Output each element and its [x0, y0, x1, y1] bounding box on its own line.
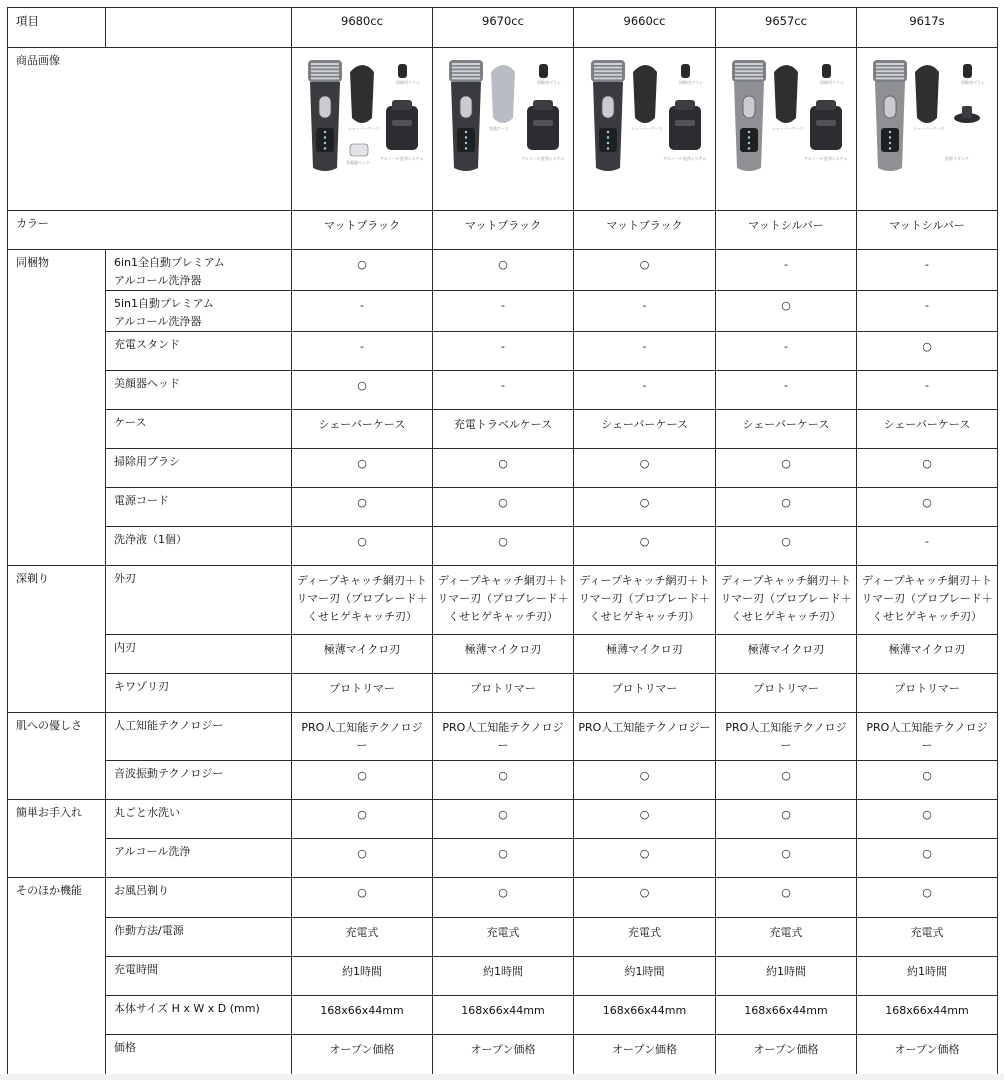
- model-name-header: 9680cc: [292, 8, 433, 48]
- product-image-label: 商品画像: [8, 48, 292, 211]
- spec-value: PRO人工知能テクノロジー: [574, 713, 716, 761]
- color-value: マットブラック: [574, 211, 716, 250]
- spec-value: ○: [292, 371, 433, 410]
- spec-value: オープン価格: [857, 1035, 998, 1075]
- header-empty-cell: [106, 8, 292, 48]
- spec-label: 価格: [106, 1035, 292, 1075]
- spec-value: ○: [716, 839, 857, 878]
- spec-value: オープン価格: [716, 1035, 857, 1075]
- spec-label: アルコール洗浄: [106, 839, 292, 878]
- spec-value: シェーバーケース: [857, 410, 998, 449]
- spec-value: ○: [857, 878, 998, 918]
- spec-row: [8, 371, 998, 410]
- spec-label: 6in1全自動プレミアム アルコール洗浄器: [106, 250, 292, 291]
- facial-head-shape: [350, 144, 368, 156]
- product-image-cell: [716, 48, 857, 211]
- spec-row: [8, 878, 998, 918]
- spec-value: -: [857, 291, 998, 332]
- spec-value: ○: [292, 839, 433, 878]
- spec-value: ○: [292, 527, 433, 566]
- spec-value: ○: [716, 527, 857, 566]
- case-shape: [915, 65, 939, 123]
- shaver-trimmer-switch: [743, 96, 755, 118]
- spec-value: 極薄マイクロ刃: [433, 635, 574, 674]
- spec-value: -: [292, 291, 433, 332]
- spec-label: ケース: [106, 410, 292, 449]
- spec-row: [8, 291, 998, 332]
- spec-label: 人工知能テクノロジー: [106, 713, 292, 761]
- dock-caption: アルコール洗浄システム: [804, 156, 848, 161]
- brush-shape: [539, 64, 548, 78]
- spec-label: 充電時間: [106, 957, 292, 996]
- header-item-label: 項目: [8, 8, 106, 48]
- spec-label: 内刃: [106, 635, 292, 674]
- spec-value: 極薄マイクロ刃: [716, 635, 857, 674]
- spec-value: ディープキャッチ網刃＋トリマー刃（プロブレード＋くせヒゲキャッチ刃）: [857, 566, 998, 635]
- spec-value: ○: [433, 761, 574, 800]
- spec-row: [8, 918, 998, 957]
- spec-value: ○: [716, 291, 857, 332]
- spec-value: 極薄マイクロ刃: [857, 635, 998, 674]
- spec-row: [8, 488, 998, 527]
- color-value: マットシルバー: [716, 211, 857, 250]
- brush-caption: 掃除用ブラシ: [961, 80, 985, 85]
- product-image-row: [8, 48, 998, 211]
- spec-label: 本体サイズ H x W x D (mm): [106, 996, 292, 1035]
- spec-value: PRO人工知能テクノロジー: [433, 713, 574, 761]
- product-image-cell: [433, 48, 574, 211]
- shaver-body-shape: [875, 82, 905, 171]
- case-caption: シェーバーケース: [913, 126, 945, 131]
- model-name-header: 9657cc: [716, 8, 857, 48]
- spec-value: ○: [292, 488, 433, 527]
- spec-row: [8, 449, 998, 488]
- spec-value: ○: [857, 761, 998, 800]
- spec-value: 充電式: [857, 918, 998, 957]
- spec-label: キワゾリ刃: [106, 674, 292, 713]
- spec-row: [8, 761, 998, 800]
- product-illustration: [583, 56, 707, 176]
- dock-caption: アルコール洗浄システム: [521, 156, 565, 161]
- brush-caption: 掃除用ブラシ: [537, 80, 561, 85]
- spec-value: プロトリマー: [857, 674, 998, 713]
- category-label: 肌への優しさ: [8, 713, 106, 800]
- brush-shape: [398, 64, 407, 78]
- spec-value: ○: [574, 250, 716, 291]
- spec-value: ○: [857, 800, 998, 839]
- shaver-trimmer-switch: [602, 96, 614, 118]
- spec-value: ○: [292, 761, 433, 800]
- spec-label: 音波振動テクノロジー: [106, 761, 292, 800]
- dock-caption: アルコール洗浄システム: [662, 156, 706, 161]
- product-image-cell: [574, 48, 716, 211]
- spec-value: ○: [292, 449, 433, 488]
- spec-value: 充電式: [433, 918, 574, 957]
- spec-value: ディープキャッチ網刃＋トリマー刃（プロブレード＋くせヒゲキャッチ刃）: [574, 566, 716, 635]
- brush-caption: 掃除用ブラシ: [820, 80, 844, 85]
- spec-value: ○: [574, 839, 716, 878]
- brush-shape: [963, 64, 972, 78]
- spec-value: -: [716, 371, 857, 410]
- spec-value: ○: [292, 878, 433, 918]
- spec-value: -: [433, 332, 574, 371]
- spec-row: [8, 566, 998, 635]
- spec-row: [8, 332, 998, 371]
- spec-row: [8, 527, 998, 566]
- spec-value: ○: [716, 488, 857, 527]
- spec-value: シェーバーケース: [574, 410, 716, 449]
- cleaning-center-shape: [810, 106, 842, 150]
- spec-value: ○: [433, 250, 574, 291]
- spec-value: ○: [292, 250, 433, 291]
- case-shape: [491, 65, 515, 123]
- product-image-cell: [857, 48, 998, 211]
- shaver-body-shape: [593, 82, 623, 171]
- spec-label: 洗浄液（1個）: [106, 527, 292, 566]
- spec-value: プロトリマー: [716, 674, 857, 713]
- spec-value: ○: [716, 449, 857, 488]
- header-row: [8, 8, 998, 48]
- spec-value: ○: [292, 800, 433, 839]
- spec-value: 充電トラベルケース: [433, 410, 574, 449]
- extra-caption: 美顔器ヘッド: [346, 160, 370, 165]
- spec-value: 約1時間: [574, 957, 716, 996]
- spec-value: PRO人工知能テクノロジー: [857, 713, 998, 761]
- shaver-trimmer-switch: [319, 96, 331, 118]
- spec-label: 外刃: [106, 566, 292, 635]
- dock-caption: アルコール洗浄システム: [380, 156, 424, 161]
- spec-value: 約1時間: [292, 957, 433, 996]
- spec-value: ○: [433, 839, 574, 878]
- spec-value: ○: [857, 449, 998, 488]
- spec-value: オープン価格: [433, 1035, 574, 1075]
- spec-value: ○: [433, 527, 574, 566]
- model-name-header: 9660cc: [574, 8, 716, 48]
- spec-label: 電源コード: [106, 488, 292, 527]
- spec-row: [8, 635, 998, 674]
- spec-value: 極薄マイクロ刃: [574, 635, 716, 674]
- shaver-body-shape: [451, 82, 481, 171]
- spec-value: ○: [433, 488, 574, 527]
- spec-value: プロトリマー: [433, 674, 574, 713]
- brush-caption: 掃除用ブラシ: [396, 80, 420, 85]
- spec-value: ○: [857, 839, 998, 878]
- spec-row: [8, 996, 998, 1035]
- shaver-body-shape: [734, 82, 764, 171]
- product-illustration: [300, 56, 424, 176]
- spec-label: 充電スタンド: [106, 332, 292, 371]
- color-value: マットシルバー: [857, 211, 998, 250]
- spec-value: 168x66x44mm: [292, 996, 433, 1035]
- spec-row: [8, 250, 998, 291]
- spec-value: ディープキャッチ網刃＋トリマー刃（プロブレード＋くせヒゲキャッチ刃）: [716, 566, 857, 635]
- spec-value: ○: [433, 878, 574, 918]
- spec-value: ○: [574, 488, 716, 527]
- spec-value: 約1時間: [857, 957, 998, 996]
- case-caption: シェーバーケース: [348, 126, 380, 131]
- spec-value: -: [716, 332, 857, 371]
- case-caption: 充電ケース: [489, 126, 509, 131]
- model-name-header: 9670cc: [433, 8, 574, 48]
- color-row: [8, 211, 998, 250]
- shaver-trimmer-switch: [884, 96, 896, 118]
- spec-label: 5in1自動プレミアム アルコール洗浄器: [106, 291, 292, 332]
- spec-value: -: [433, 371, 574, 410]
- spec-value: プロトリマー: [574, 674, 716, 713]
- spec-row: [8, 674, 998, 713]
- case-shape: [350, 65, 374, 123]
- spec-value: PRO人工知能テクノロジー: [292, 713, 433, 761]
- case-caption: シェーバーケース: [772, 126, 804, 131]
- spec-label: 作動方法/電源: [106, 918, 292, 957]
- spec-value: 168x66x44mm: [857, 996, 998, 1035]
- color-label: カラー: [8, 211, 292, 250]
- color-value: マットブラック: [292, 211, 433, 250]
- spec-value: -: [857, 250, 998, 291]
- product-illustration: [724, 56, 848, 176]
- spec-value: -: [433, 291, 574, 332]
- spec-value: プロトリマー: [292, 674, 433, 713]
- spec-value: ○: [574, 449, 716, 488]
- spec-value: オープン価格: [574, 1035, 716, 1075]
- category-label: 簡単お手入れ: [8, 800, 106, 878]
- spec-value: 約1時間: [433, 957, 574, 996]
- spec-value: -: [857, 527, 998, 566]
- product-image-cell: [292, 48, 433, 211]
- spec-row: [8, 410, 998, 449]
- spec-value: PRO人工知能テクノロジー: [716, 713, 857, 761]
- spec-value: ○: [574, 800, 716, 839]
- spec-value: -: [574, 291, 716, 332]
- spec-value: ○: [433, 800, 574, 839]
- spec-value: 約1時間: [716, 957, 857, 996]
- spec-value: ○: [574, 527, 716, 566]
- color-value: マットブラック: [433, 211, 574, 250]
- category-label: 深剃り: [8, 566, 106, 713]
- case-shape: [633, 65, 657, 123]
- shaver-trimmer-switch: [460, 96, 472, 118]
- spec-label: 丸ごと水洗い: [106, 800, 292, 839]
- brush-caption: 掃除用ブラシ: [678, 80, 703, 85]
- spec-label: お風呂剃り: [106, 878, 292, 918]
- spec-value: ○: [433, 449, 574, 488]
- dock-caption: 充電スタンド: [945, 156, 969, 161]
- cleaning-center-shape: [386, 106, 418, 150]
- brush-shape: [681, 64, 690, 78]
- spec-value: -: [292, 332, 433, 371]
- spec-value: ○: [574, 878, 716, 918]
- page-bottom-strip: [0, 1074, 1004, 1080]
- spec-row: [8, 839, 998, 878]
- spec-value: ディープキャッチ網刃＋トリマー刃（プロブレード＋くせヒゲキャッチ刃）: [292, 566, 433, 635]
- spec-row: [8, 1035, 998, 1075]
- cleaning-center-shape: [527, 106, 559, 150]
- product-illustration: [865, 56, 989, 176]
- spec-value: 168x66x44mm: [433, 996, 574, 1035]
- spec-value: オープン価格: [292, 1035, 433, 1075]
- spec-value: -: [574, 332, 716, 371]
- spec-value: 充電式: [716, 918, 857, 957]
- spec-value: ○: [857, 488, 998, 527]
- spec-value: シェーバーケース: [716, 410, 857, 449]
- spec-value: シェーバーケース: [292, 410, 433, 449]
- spec-value: ○: [716, 878, 857, 918]
- spec-value: ディープキャッチ網刃＋トリマー刃（プロブレード＋くせヒゲキャッチ刃）: [433, 566, 574, 635]
- spec-value: 168x66x44mm: [716, 996, 857, 1035]
- spec-value: 充電式: [574, 918, 716, 957]
- case-caption: シェーバーケース: [630, 126, 663, 131]
- spec-value: ○: [574, 761, 716, 800]
- spec-row: [8, 957, 998, 996]
- spec-value: ○: [716, 800, 857, 839]
- spec-value: 充電式: [292, 918, 433, 957]
- spec-value: -: [574, 371, 716, 410]
- shaver-body-shape: [310, 82, 340, 171]
- category-label: そのほか機能: [8, 878, 106, 1075]
- spec-value: ○: [716, 761, 857, 800]
- category-label: 同梱物: [8, 250, 106, 566]
- spec-label: 掃除用ブラシ: [106, 449, 292, 488]
- product-illustration: [441, 56, 565, 176]
- brush-shape: [822, 64, 831, 78]
- spec-row: [8, 800, 998, 839]
- spec-row: [8, 713, 998, 761]
- model-name-header: 9617s: [857, 8, 998, 48]
- spec-value: -: [716, 250, 857, 291]
- spec-value: ○: [857, 332, 998, 371]
- spec-value: -: [857, 371, 998, 410]
- case-shape: [774, 65, 798, 123]
- cleaning-center-shape: [669, 106, 701, 150]
- spec-label: 美顔器ヘッド: [106, 371, 292, 410]
- spec-value: 168x66x44mm: [574, 996, 716, 1035]
- spec-value: 極薄マイクロ刃: [292, 635, 433, 674]
- spec-comparison-table: [7, 7, 998, 1075]
